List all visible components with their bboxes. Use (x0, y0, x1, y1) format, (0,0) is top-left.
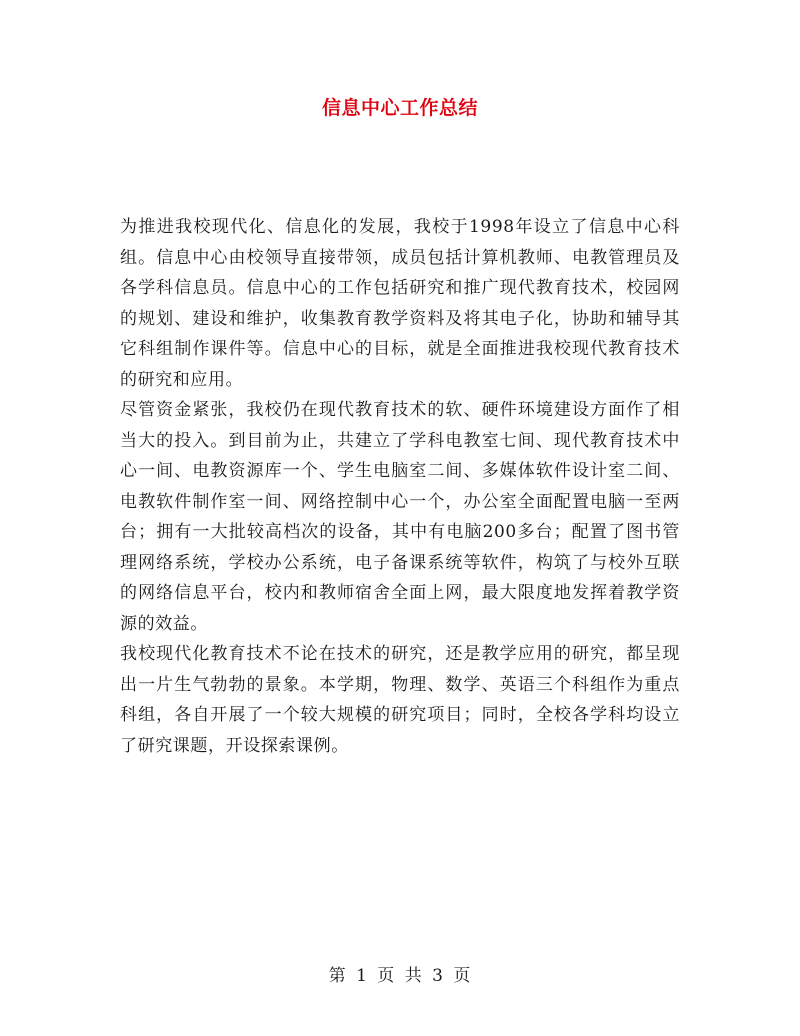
paragraph-2: 尽管资金紧张，我校仍在现代教育技术的软、硬件环境建设方面作了相当大的投入。到目前为止，共建立了学科电教室七间、现代教育技术中心一间、电教资源库一个、学生电脑室二间、多媒体软件设计室二间、电教软件制作室一间、网络控制中心一个，办公室全面配置电脑一至两台；拥有一大批较高档次的设备，其中有电脑200多台；配置了图书管理网络系统，学校办公系统，电子备课系统等软件，构筑了与校外互联的网络信息平台，校内和教师宿舍全面上网，最大限度地发挥着教学资源的效益。 (120, 400, 680, 634)
page-number-footer: 第 1 页 共 3 页 (328, 966, 472, 986)
document-body (120, 212, 680, 761)
paragraph-1: 为推进我校现代化、信息化的发展，我校于1998年设立了信息中心科组。信息中心由校领导直接带领，成员包括计算机教师、电教管理员及各学科信息员。信息中心的工作包括研究和推广现代教育技术，校园网的规划、建设和维护，收集教育教学资料及将其电子化，协助和辅导其它科组制作课件等。信息中心的目标，就是全面推进我校现代教育技术的研究和应用。 (120, 217, 680, 390)
paragraph-3: 我校现代化教育技术不论在技术的研究，还是教学应用的研究，都呈现出一片生气勃勃的景象。本学期，物理、数学、英语三个科组作为重点科组，各自开展了一个较大规模的研究项目；同时，全校各学科均设立了研究课题，开设探索课例。 (120, 644, 680, 756)
document-title: 信息中心工作总结 (321, 97, 478, 119)
